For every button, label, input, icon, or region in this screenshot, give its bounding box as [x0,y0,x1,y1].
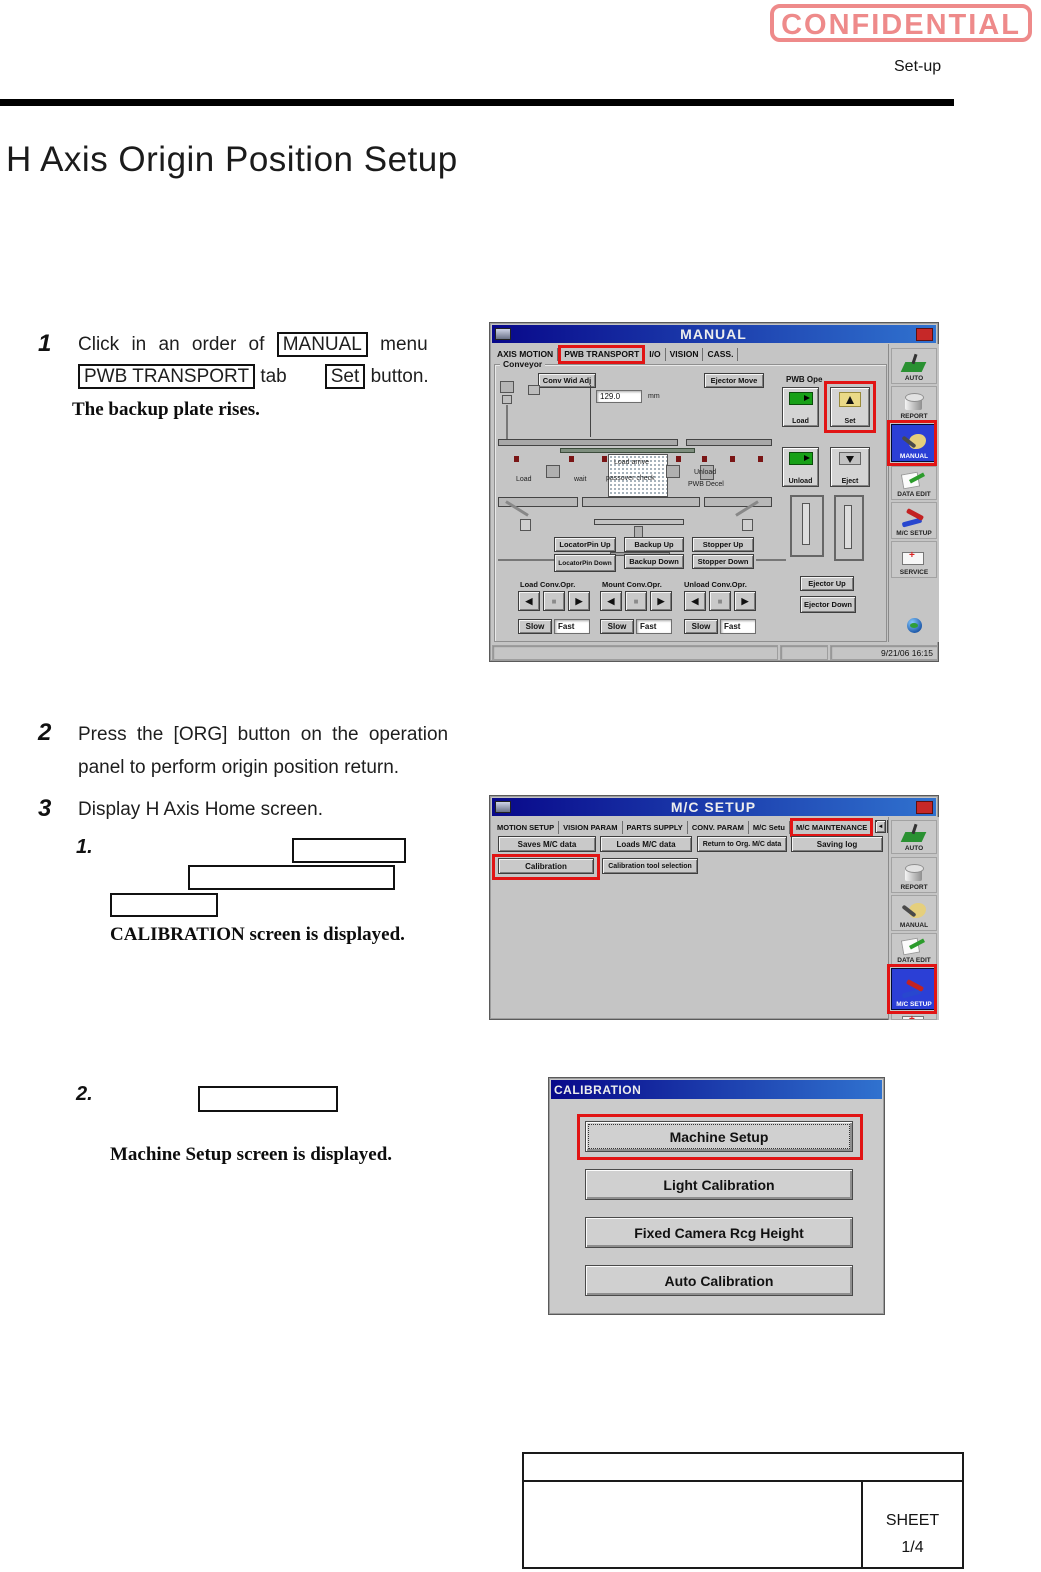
redacted-box [188,865,395,890]
title-block-empty-cell [524,1482,861,1567]
load-arrow-icon [789,392,813,405]
globe-icon[interactable] [907,618,922,633]
title-block-bottom-row [524,1482,962,1567]
highlight-box-machine-setup [577,1114,863,1160]
backup-plate [594,519,684,525]
tab-cass[interactable]: CASS. [703,348,738,361]
highlight-box-calibration [492,854,600,880]
page-title: H Axis Origin Position Setup [6,140,458,179]
width-value-field[interactable]: 129.0 [596,390,642,403]
mount-conv-stop-button[interactable]: ■ [625,591,647,611]
link-line [756,559,786,561]
service-truck-icon [900,547,928,569]
substep2-note: Machine Setup screen is displayed. [110,1144,393,1165]
fixed-camera-rcg-height-button[interactable]: Fixed Camera Rcg Height [585,1217,853,1248]
roller-block [742,519,753,531]
rail-bracket [582,497,700,507]
sidebar-item-manual[interactable]: MANUAL [891,895,937,931]
diagram-support [666,465,680,478]
load-conv-fwd-button[interactable]: ▶ [568,591,590,611]
tab-mc-maintenance[interactable]: M/C MAINTENANCE [790,818,873,837]
backup-up-button[interactable]: Backup Up [624,537,684,552]
report-icon [900,862,928,884]
diagram-clamp-block [528,385,540,395]
confidential-stamp: CONFIDENTIAL [770,4,1032,42]
status-cell [492,645,778,660]
tab-pwb-transport[interactable]: PWB TRANSPORT [558,345,645,364]
load-conv-opr-label: Load Conv.Opr. [520,580,576,589]
load-conv-stop-button[interactable]: ■ [543,591,565,611]
diagram-pointer-line [590,385,591,437]
unload-slow-button[interactable]: Slow [684,619,718,634]
status-cell [780,645,828,660]
locatorpin-up-button[interactable]: LocatorPin Up [554,537,616,552]
tab-motion-setup[interactable]: MOTION SETUP [493,821,559,834]
section-label: Set-up [894,58,942,75]
mc-setup-tab-bar [493,818,873,837]
sidebar-item-report[interactable]: REPORT [891,386,937,422]
sheet-label: SHEET [885,1512,940,1529]
step2-number: 2 [38,719,52,746]
tab-vision-param[interactable]: VISION PARAM [559,821,622,834]
load-button[interactable]: Load [782,387,819,427]
eject-button[interactable]: Eject [830,447,870,487]
calibration-tool-selection-button[interactable]: Calibration tool selection [602,858,698,874]
mount-conv-fwd-button[interactable]: ▶ [650,591,672,611]
roller-block [520,519,531,531]
ejector-move-button[interactable]: Ejector Move [704,373,764,388]
conveyor-rail-center [560,448,695,453]
unload-conv-opr-label: Unload Conv.Opr. [684,580,747,589]
report-icon [900,391,928,413]
mount-slow-button[interactable]: Slow [600,619,634,634]
conv-wid-adj-button[interactable]: Conv Wid Adj [538,373,596,388]
diagram-sensor-head [500,381,514,393]
unload-conv-back-button[interactable]: ◀ [684,591,706,611]
sidebar-item-service[interactable]: + SERVICE [891,541,937,578]
conveyor-rail-left [498,439,678,446]
step1-number: 1 [38,330,52,357]
loads-mc-data-button[interactable]: Loads M/C data [600,836,692,852]
calibration-button[interactable]: Calibration [498,858,594,874]
mc-setup-sidebar [888,817,939,1020]
mc-setup-window-title: M/C SETUP [670,799,757,815]
mc-setup-tools-icon [900,508,928,530]
sidebar-item-data-edit[interactable]: DATA EDIT [891,933,937,966]
diagram-sensor-stem [506,405,508,439]
sidebar-item-data-edit[interactable]: DATA EDIT [891,466,937,500]
sidebar-item-mc-setup[interactable]: M/C SETUP [891,502,937,539]
diagram-label-pwb-decel: PWB Decel [688,481,724,488]
tab-io[interactable]: I/O [645,348,665,361]
ejector-up-button[interactable]: Ejector Up [800,576,854,591]
rail-bracket [704,497,772,507]
title-block-top-row [524,1454,962,1482]
machine-setup-button[interactable]: Machine Setup [585,1121,853,1152]
mount-fast-field[interactable]: Fast [636,619,672,634]
unload-arrow-icon [789,452,813,465]
load-fast-field[interactable]: Fast [554,619,590,634]
ejector-rod [844,505,852,549]
manual-hand-tool-icon [900,900,928,922]
manual-status-bar [492,645,938,660]
tab-axis-motion[interactable]: AXIS MOTION [493,348,558,361]
step1-line2: PWB TRANSPORT tab Set button. [78,361,438,393]
calibration-dialog-screenshot [548,1077,885,1315]
step1-line1: Click in an order of MANUAL menu [78,334,428,355]
sensor-dot [758,456,763,462]
auto-icon [900,823,928,845]
sensor-dot [730,456,735,462]
auto-icon [900,353,928,375]
backup-down-button[interactable]: Backup Down [624,554,684,569]
calibration-titlebar [551,1080,882,1099]
sensor-dot [514,456,519,462]
sidebar-item-manual[interactable]: MANUAL [891,424,937,462]
unload-conv-fwd-button[interactable]: ▶ [734,591,756,611]
highlight-box-set [824,381,876,433]
sensor-dot [569,456,574,462]
step1-note: The backup plate rises. [72,399,260,420]
tab-scroll-left-button[interactable]: ◄ [875,820,886,833]
substep1-note: CALIBRATION screen is displayed. [110,924,405,945]
eject-down-arrow-icon [839,452,861,465]
highlight-box-manual [887,420,937,466]
tab-vision[interactable]: VISION [666,348,704,361]
pwb-ope-label: PWB Ope [786,375,823,384]
system-menu-icon[interactable] [495,801,511,813]
diagram-support [546,465,560,478]
close-icon[interactable] [916,328,933,341]
sensor-dot [676,456,681,462]
close-icon[interactable] [916,801,933,814]
locatorpin-down-button[interactable]: LocatorPin Down [554,554,616,572]
manual-titlebar [492,325,936,343]
step1-text [78,329,438,393]
data-edit-icon [900,935,928,957]
substep1-number: 1. [76,836,93,858]
diagram-label-passover: passover check [606,475,655,482]
mc-setup-screen-screenshot [489,795,939,1020]
sensor-dot [602,456,607,462]
light-calibration-button[interactable]: Light Calibration [585,1169,853,1200]
diagram-label-unload: Unload [694,469,717,476]
link-line [498,559,554,561]
stopper-down-button[interactable]: Stopper Down [692,554,754,569]
manual-screen-screenshot [489,322,939,662]
sidebar-item-mc-setup[interactable]: M/C SETUP [891,968,937,1010]
mount-conv-back-button[interactable]: ◀ [600,591,622,611]
unload-fast-field[interactable]: Fast [720,619,756,634]
sheet-number: 1/4 [901,1539,924,1556]
load-slow-button[interactable]: Slow [518,619,552,634]
stopper-up-button[interactable]: Stopper Up [692,537,754,552]
width-unit-label: mm [648,393,660,400]
redacted-box [110,893,218,917]
tab-parts-supply[interactable]: PARTS SUPPLY [623,821,688,834]
redacted-box [292,838,406,863]
status-datetime: 9/21/06 16:15 [830,645,938,660]
tab-scroll-divider [875,820,877,822]
data-edit-icon [900,469,928,491]
manual-window-title: MANUAL [680,326,747,342]
calibration-window-title: CALIBRATION [554,1082,642,1097]
return-to-org-mc-data-button[interactable]: Return to Org. M/C data [697,836,787,852]
saves-mc-data-button[interactable]: Saves M/C data [498,836,596,852]
substep2-number: 2. [76,1083,93,1105]
step3-text: Display H Axis Home screen. [78,799,323,820]
sheet-title-block [522,1452,964,1569]
sensor-dot [702,456,707,462]
sidebar-item-auto[interactable]: AUTO [891,348,937,384]
redacted-box [198,1086,338,1112]
diagram-label-arrive: Load arrive [614,459,650,466]
sidebar-item-report[interactable]: REPORT [891,857,937,893]
mc-setup-titlebar [492,798,936,816]
tab-mc-setup-truncated[interactable]: M/C Setu [749,821,790,834]
sidebar-item-auto[interactable]: AUTO [891,820,937,854]
mount-conv-opr-label: Mount Conv.Opr. [602,580,662,589]
set-keyword-box: Set [325,364,366,389]
sheet-cell [861,1482,962,1567]
diagram-label-load: Load [516,476,532,483]
diagram-label-wait: wait [574,476,587,483]
unload-button[interactable]: Unload [782,447,819,487]
header-rule [0,99,954,106]
conveyor-group-label: Conveyor [500,359,545,369]
set-button[interactable]: Set [830,387,870,427]
step3-number: 3 [38,795,52,822]
conveyor-rail-right [686,439,772,446]
unload-conv-stop-button[interactable]: ■ [709,591,731,611]
manual-sidebar [888,344,939,642]
load-conv-back-button[interactable]: ◀ [518,591,540,611]
ejector-rod [802,503,810,545]
system-menu-icon[interactable] [495,328,511,340]
pwb-transport-keyword-box: PWB TRANSPORT [78,364,255,389]
highlight-box-mc-setup [887,964,937,1014]
tab-conv-param[interactable]: CONV. PARAM [688,821,749,834]
step2-text: Press the [ORG] button on the operation panel to perform origin position return. [78,724,449,778]
auto-calibration-button[interactable]: Auto Calibration [585,1265,853,1296]
manual-keyword-box: MANUAL [277,332,368,357]
saving-log-button[interactable]: Saving log [791,836,883,852]
ejector-down-button[interactable]: Ejector Down [800,596,856,613]
diagram-sensor-body [502,395,512,404]
